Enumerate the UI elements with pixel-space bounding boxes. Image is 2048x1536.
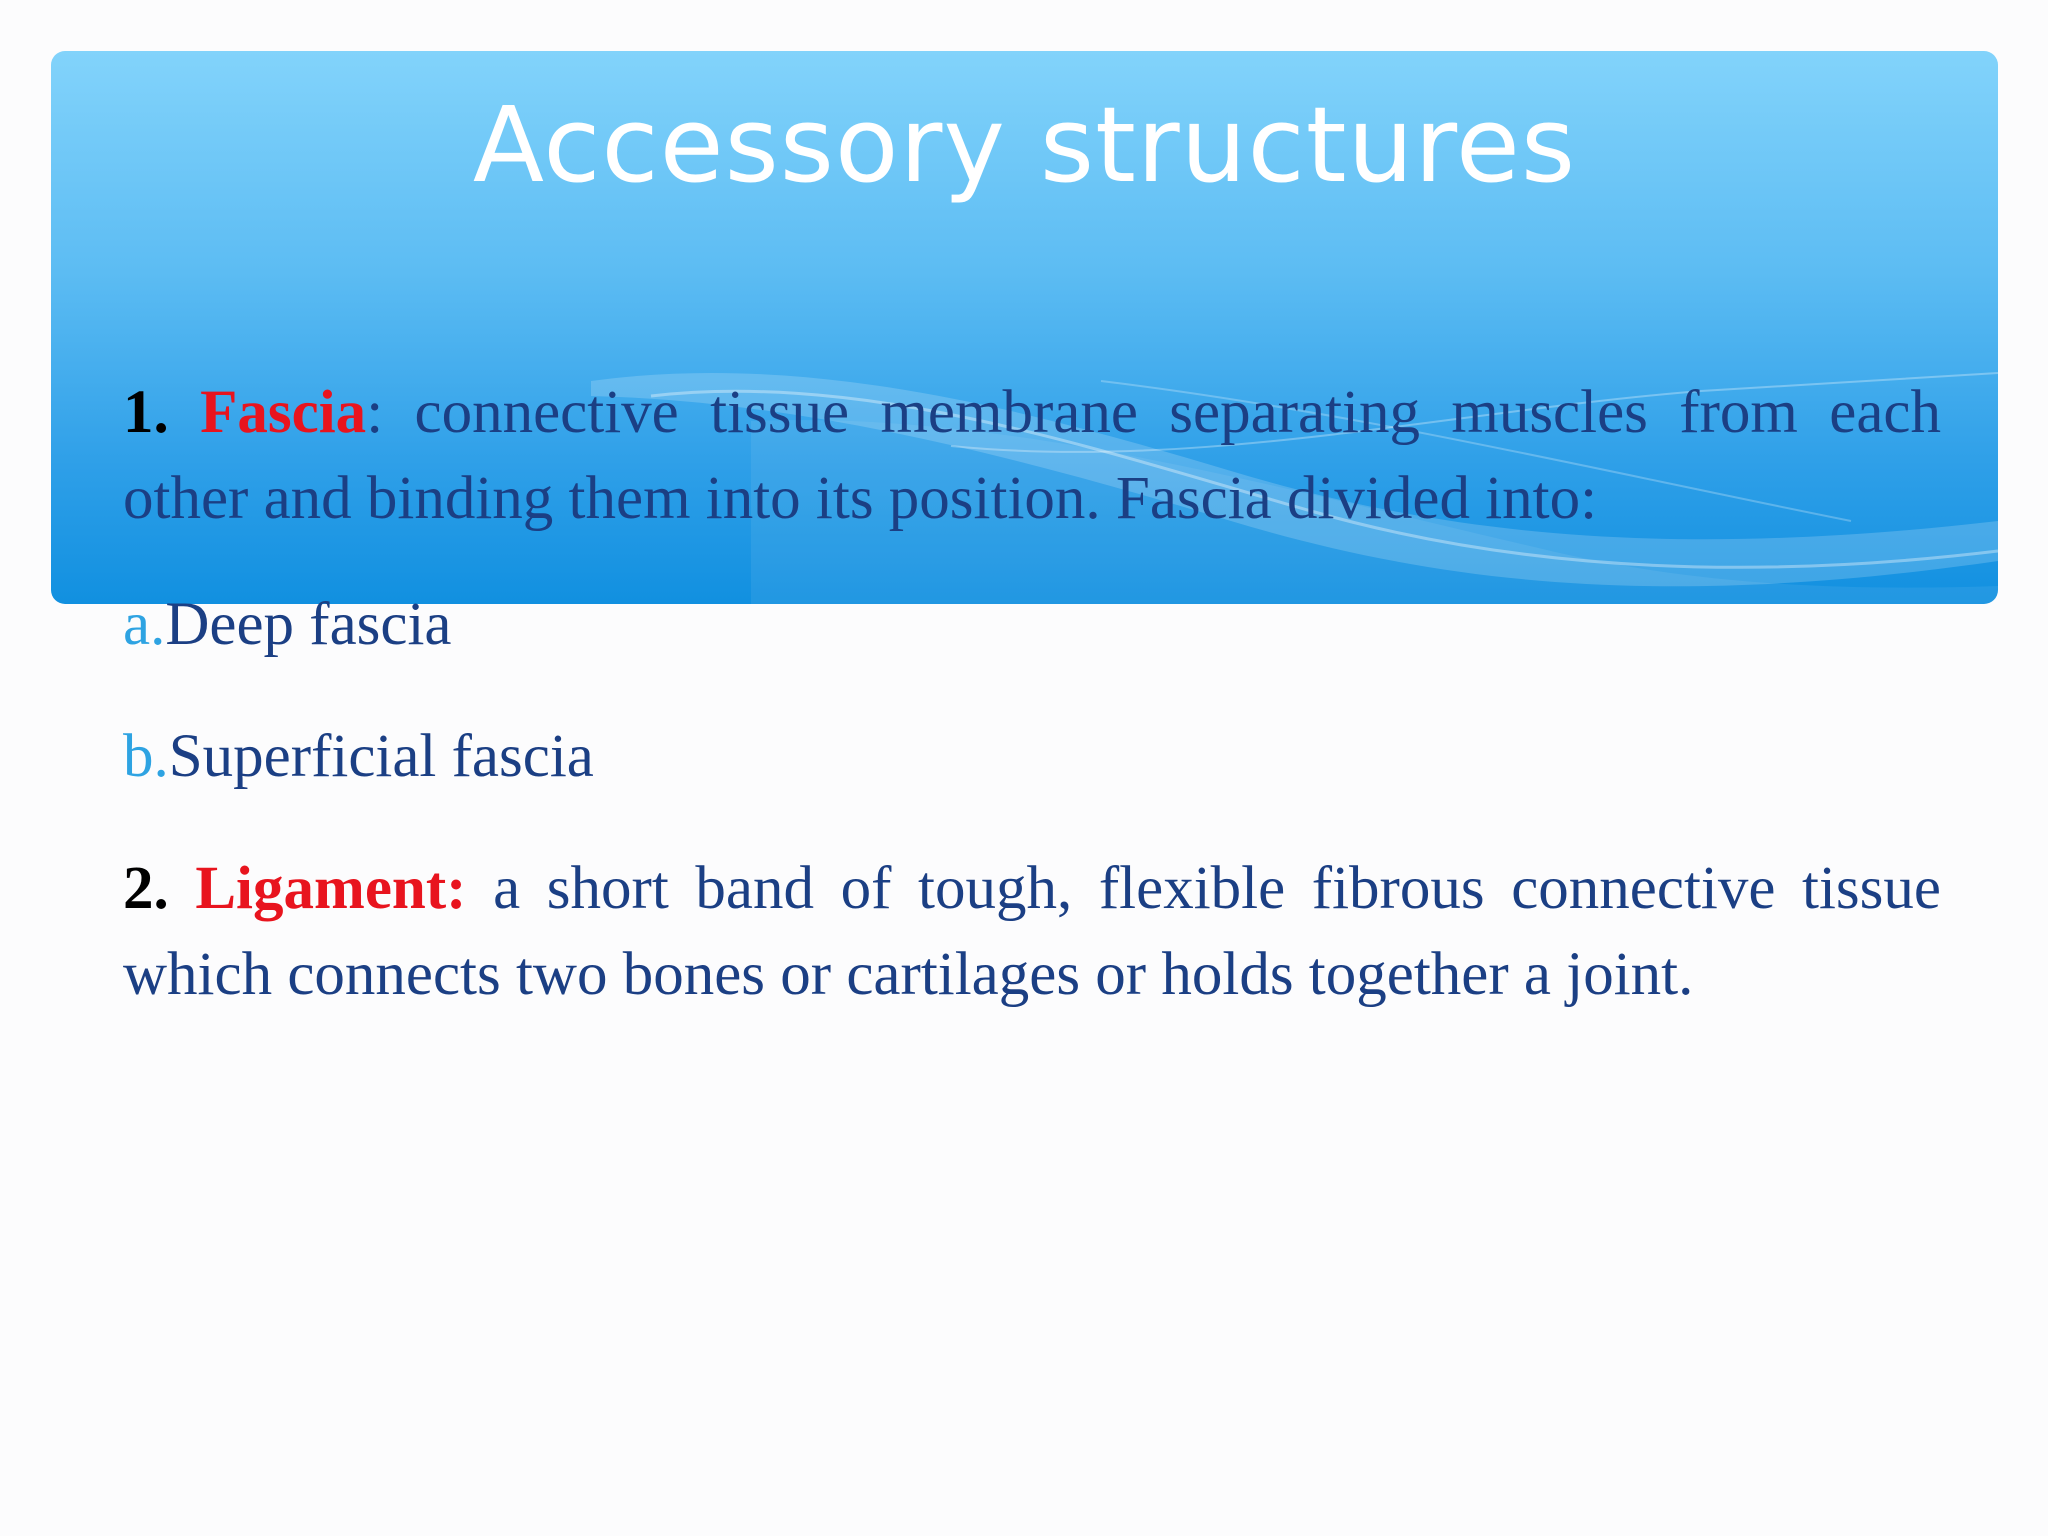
list-item-deep-fascia [123,582,1941,668]
fascia-paragraph [123,370,1941,542]
ligament-number: 2. [123,855,169,922]
list-item-text: Deep fascia [165,591,452,658]
ligament-definition: a short band of tough, flexible fibrous connective tissue which connects two bones or cartilages or holds together a joint. [123,855,1941,1008]
list-item-letter: a. [123,591,166,658]
slide-body [123,370,1941,1018]
list-item-superficial-fascia [123,714,1941,800]
ligament-term: Ligament: [195,855,467,922]
fascia-definition: : connective tissue membrane separating muscles from each other and binding them into its position. Fascia divided into: [123,379,1941,532]
fascia-term: Fascia [200,379,367,446]
list-item-letter: b. [123,723,169,790]
slide-title: Accessory structures [472,84,1577,206]
list-item-text: Superficial fascia [168,723,594,790]
fascia-number: 1. [123,379,169,446]
ligament-paragraph [123,846,1941,1018]
